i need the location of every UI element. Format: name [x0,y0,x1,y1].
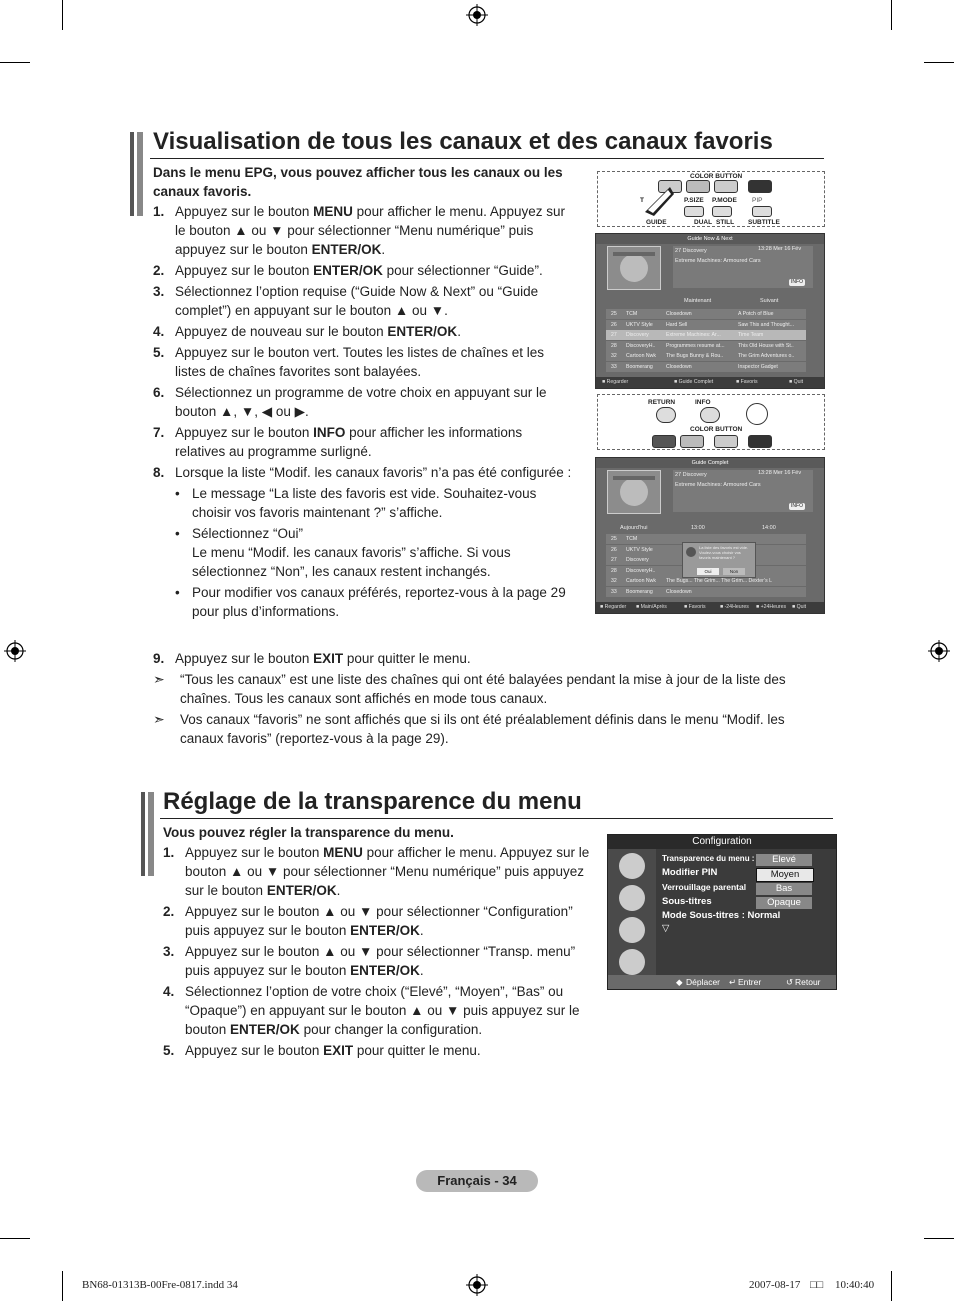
registration-mark-icon [928,640,950,662]
registration-mark-icon [466,1274,488,1296]
footer-hint: ■ Favoris [736,379,758,385]
footer-hint: ■ +24Heures [756,604,787,610]
epg-cell-num: 28 [611,342,617,349]
step-text: Appuyez sur le bouton MENU pour afficher le menu. Appuyez sur le bouton ▲ ou ▼ pour sélectionner “Menu numérique” puis appuyez sur le bouton ENTER/OK. [175,204,565,257]
step-text: Appuyez sur le bouton EXIT pour quitter le menu. [175,651,471,666]
footer-hint: ■ Quit [792,604,807,610]
footer-move: Déplacer [686,977,721,987]
info-button [700,407,720,423]
subtitle-label: SUBTITLE [748,219,780,226]
option-bas[interactable]: Bas [756,883,812,895]
footer-return: Retour [795,977,821,987]
info-program: Extreme Machines: Armoured Cars [675,258,761,264]
section-lead: Dans le menu EPG, vous pouvez afficher tous les canaux ou les canaux favoris. [153,165,563,199]
epg-cell-num: 27 [611,332,617,338]
epg-footer [596,602,824,613]
epg-cell-prog: Closedown [666,588,692,595]
epg-cell-ch: Boomerang [626,588,653,595]
footer-hint: ■ Quit [789,379,804,385]
pmode-button [712,206,732,217]
epg-cell-num: 28 [611,567,617,574]
epg-cell-num: 25 [611,311,617,317]
epg-cell-ch: Discovery [626,332,649,338]
section-bar [130,132,134,216]
crop-mark [0,62,30,63]
step-number: 5. [163,1043,175,1058]
epg-cell-ch: DiscoveryH.. [626,567,656,574]
epg-now-next-screen [595,233,825,389]
menu-transparency-item[interactable]: Transparence du menu : [662,854,755,863]
epg-cell-ch: UKTV Style [626,546,653,553]
note-arrow-icon: ➣ [153,671,165,687]
section-bar [148,792,154,876]
epg-cell-prog: The Bugs... The Grim... The Grim... Dexter’s L [666,578,772,584]
dual-label: DUAL [694,219,713,226]
subtitles-item[interactable]: Sous-titres [662,896,712,907]
section-bar [141,792,145,876]
setup-gear-icon [619,917,645,943]
step-3 [163,942,599,980]
remote-control-image-2 [597,394,825,450]
step-list-bottom [153,649,823,750]
registration-mark-icon [466,4,488,26]
step-9 [153,649,823,668]
info-channel: 27 Discovery [675,472,707,478]
step-number: 5. [153,345,165,360]
crop-mark [62,0,63,30]
column-today: Aujourd’hui [620,525,648,531]
scroll-down-icon: ▽ [662,923,670,934]
step-text: Appuyez sur le bouton INFO pour afficher les informations relatives au programme surligné. [175,425,523,459]
pip-button [752,206,772,217]
crop-mark [924,1238,954,1239]
return-label: RETURN [648,399,676,406]
step-number: 6. [153,385,165,400]
epg-row[interactable] [606,362,806,372]
crop-mark [62,1271,63,1301]
info-label: INFO [695,399,711,406]
epg-cell-next: This Old House with St.. [738,342,794,349]
step-number: 4. [163,984,175,999]
step-4 [153,322,573,341]
step-number: 9. [153,651,165,666]
config-sidebar [608,849,656,975]
yellow-button [714,435,738,448]
parental-lock-item[interactable]: Verrouillage parental [662,882,747,892]
red-button [652,435,676,448]
blue-button [748,180,772,193]
epg-cell-ch: TCM [626,536,638,542]
warning-icon [686,547,696,557]
epg-cell-next: The Grim Adventures o.. [738,353,795,359]
step-6 [153,383,573,421]
epg-cell-now: Closedown [666,311,692,317]
epg-footer [596,377,824,388]
channel-icon [619,853,645,879]
footer-enter: Entrer [738,977,762,987]
subtitle-mode-item[interactable]: Mode Sous-titres : Normal [662,910,781,921]
step-number: 1. [163,845,175,860]
section-rule [150,158,824,159]
t-label: T [640,197,644,204]
epg-cell-next: Inspector Gadget [738,363,778,370]
step-2 [153,261,573,280]
epg-title: Guide Complet [596,458,824,468]
info-channel: 27 Discovery [675,248,707,254]
epg-cell-now: Extreme Machines: Ar... [666,332,721,338]
step-list [153,202,573,623]
step-text: Appuyez sur le bouton ENTER/OK pour sélectionner “Guide”. [175,263,543,278]
step-text: Appuyez sur le bouton ▲ ou ▼ pour sélectionner “Transp. menu” puis appuyez sur le bouton ENTER/OK. [185,944,576,978]
step-number: 2. [153,263,165,278]
color-button-label: COLOR BUTTON [690,173,743,180]
config-title: Configuration [608,835,836,849]
epg-row[interactable] [606,587,806,597]
epg-row[interactable] [606,320,806,330]
step-number: 4. [153,324,165,339]
step-7 [153,423,573,461]
pointer-arrow-icon [640,182,690,222]
footer-hint: ■ Regarder [600,604,627,610]
epg-cell-now: Programmes resume at... [666,342,725,349]
epg-cell-now: The Bugs Bunny & Rou.. [666,353,724,359]
preview-thumbnail [607,246,661,290]
bullet-item: • Le message “La liste des favoris est vide. Souhaitez-vous choisir vos favoris maintenant ?” s’affiche. [175,486,537,520]
epg-row[interactable] [606,330,806,340]
step-5 [153,343,573,381]
epg-title: Guide Now & Next [596,234,824,244]
footer-hint: ■ Favoris [684,604,706,610]
step-2 [163,902,599,940]
move-icon: ◆ [676,977,683,987]
psize-label: P.SIZE [684,197,704,204]
footer-time: 10:40:40 [835,1279,875,1291]
favorites-empty-popup [682,542,756,578]
program-info-panel [673,246,813,288]
column-time-1: 13:00 [691,525,705,531]
step-text: Appuyez de nouveau sur le bouton ENTER/OK. [175,324,461,339]
step-list [163,843,599,1062]
crop-mark [891,0,892,30]
epg-cell-ch: DiscoveryH.. [626,342,656,349]
popup-message: La liste des favoris est vide. Voulez-vous choisir vos favoris maintenant ? [699,545,749,560]
step-4 [163,982,599,1039]
return-button [656,407,676,423]
option-eleve[interactable]: Elevé [756,854,812,866]
column-time-2: 14:00 [762,525,776,531]
footer-hint: ■ Main/Après [636,604,667,610]
option-opaque[interactable]: Opaque [756,897,812,909]
column-next: Suivant [760,298,779,304]
bullet-item: • Pour modifier vos canaux préférés, reportez-vous à la page 29 pour plus d’informations. [175,585,566,619]
crop-mark [924,62,954,63]
change-pin-item[interactable]: Modifier PIN [662,867,718,878]
option-moyen[interactable]: Moyen [756,868,814,882]
epg-cell-ch: Cartoon Nwk [626,353,656,359]
crop-mark [0,1238,30,1239]
info-button: INFO [789,279,805,286]
footer-hint: ■ Regarder [602,379,629,385]
step-number: 3. [163,944,175,959]
step-1 [153,202,573,259]
blue-button [748,435,772,448]
section-lead: Vous pouvez régler la transparence du menu. [163,825,454,840]
configuration-menu-screen [607,834,837,990]
epg-row[interactable] [606,341,806,351]
step-3 [153,282,573,320]
step-number: 3. [153,284,165,299]
section-title: Réglage de la transparence du menu [163,788,582,815]
popup-yes-button[interactable]: Oui [697,568,719,575]
epg-cell-ch: Cartoon Nwk [626,578,656,584]
info-button: INFO [789,503,805,510]
epg-cell-num: 33 [611,363,617,370]
color-button-label: COLOR BUTTON [690,426,743,433]
epg-cell-num: 26 [611,546,617,553]
column-now: Maintenant [684,298,712,304]
epg-row[interactable] [606,309,806,319]
step-8 [153,463,573,482]
note-arrow-icon: ➣ [153,711,165,727]
step-number: 2. [163,904,175,919]
epg-cell-num: 32 [611,578,617,584]
step-text: Sélectionnez l’option de votre choix (“Elevé”, “Moyen”, “Bas” ou “Opaque”) en appuyant sur le bouton ▲ ou ▼ puis appuyez sur le bouton ENTER/OK pour changer la configuration. [185,984,580,1037]
footer-date: 2007-08-17 [749,1279,801,1291]
step-text: Sélectionnez l’option requise (“Guide Now & Next” ou “Guide complet”) en appuyant sur le bouton ▲ ou ▼. [175,284,539,318]
input-icon [619,949,645,975]
step-text: Appuyez sur le bouton EXIT pour quitter le menu. [185,1043,481,1058]
info-time: 13:28 Mer 16 Fév [758,246,802,252]
epg-cell-now: Closedown [666,363,692,370]
pmode-label: P.MODE [712,197,737,204]
step-text: Appuyez sur le bouton ▲ ou ▼ pour sélectionner “Configuration” puis appuyez sur le bouton ENTER/OK. [185,904,573,938]
yellow-button [714,180,738,193]
step-5 [163,1041,599,1060]
config-footer [608,975,836,989]
step-text: Appuyez sur le bouton MENU pour afficher le menu. Appuyez sur le bouton ▲ ou ▼ pour sélectionner “Menu numérique” puis appuyez sur le bouton ENTER/OK. [185,845,590,898]
registration-mark-icon [4,640,26,662]
page-number-badge: Français - 34 [416,1170,538,1192]
pip-label: PIP [752,197,763,204]
footer-time-box-icon: □□ [810,1279,824,1291]
note-item: ➣ Vos canaux “favoris” ne sont affichés que si ils ont été préalablement définis dans le menu “Modif. les canaux favoris” (reportez-vous à la page 29). [153,711,785,746]
note-item: ➣ “Tous les canaux” est une liste des chaînes qui ont été balayées pendant la mise à jour de la liste des chaînes. Tous les canaux sont affichés en mode tous canaux. [153,671,786,706]
program-info-panel [673,470,813,512]
step-number: 8. [153,465,165,480]
step-number: 1. [153,204,165,219]
epg-cell-ch: Boomerang [626,363,653,370]
epg-cell-ch: Discovery [626,557,649,563]
step-number: 7. [153,425,165,440]
section-rule [160,818,833,819]
info-program: Extreme Machines: Armoured Cars [675,482,761,488]
return-icon: ↺ [786,977,794,987]
info-time: 13:28 Mer 16 Fév [758,470,802,476]
footer-hint: ■ Guide Complet [674,379,714,385]
popup-no-button[interactable]: Non [723,568,745,575]
step-text: Sélectionnez un programme de votre choix en appuyant sur le bouton ▲, ▼, ◀ ou ▶. [175,385,547,419]
epg-full-guide-screen [595,457,825,614]
epg-cell-ch: UKTV Style [626,321,653,328]
step-text: Appuyez sur le bouton vert. Toutes les listes de chaînes et les listes de chaînes favorites sont balayées. [175,345,544,379]
green-button [680,435,704,448]
step-1 [163,843,599,900]
epg-row[interactable] [606,351,806,361]
epg-cell-now: Hard Sell [666,321,688,328]
epg-cell-num: 33 [611,588,617,595]
section-title: Visualisation de tous les canaux et des canaux favoris [153,128,773,155]
epg-cell-num: 26 [611,321,617,328]
epg-cell-num: 25 [611,536,617,542]
epg-cell-next: Saw This and Thought... [738,321,795,328]
sound-icon [619,885,645,911]
guide-label: GUIDE [646,219,667,226]
menu-round-button [746,403,768,425]
epg-cell-next: Time Team [738,332,764,338]
enter-icon: ↵ [729,977,737,987]
still-label: STILL [716,219,735,226]
remote-control-image [597,171,825,227]
bullet-item: • Sélectionnez “Oui” Le menu “Modif. les canaux favoris” s’affiche. Si vous sélectionnez “Non”, les canaux restent inchangés. [175,526,511,579]
epg-cell-num: 32 [611,353,617,359]
epg-cell-next: A Potch of Blue [738,311,774,317]
epg-cell-num: 27 [611,557,617,563]
preview-thumbnail [607,470,661,514]
epg-cell-ch: TCM [626,311,638,317]
crop-mark [891,1271,892,1301]
footer-hint: ■ -24Heures [720,604,749,610]
step-text: Lorsque la liste “Modif. les canaux favoris” n’a pas été configurée : [175,465,572,480]
section-bar [137,132,143,216]
bullet-list [153,484,573,621]
footer-filename: BN68-01313B-00Fre-0817.indd 34 [82,1279,238,1291]
